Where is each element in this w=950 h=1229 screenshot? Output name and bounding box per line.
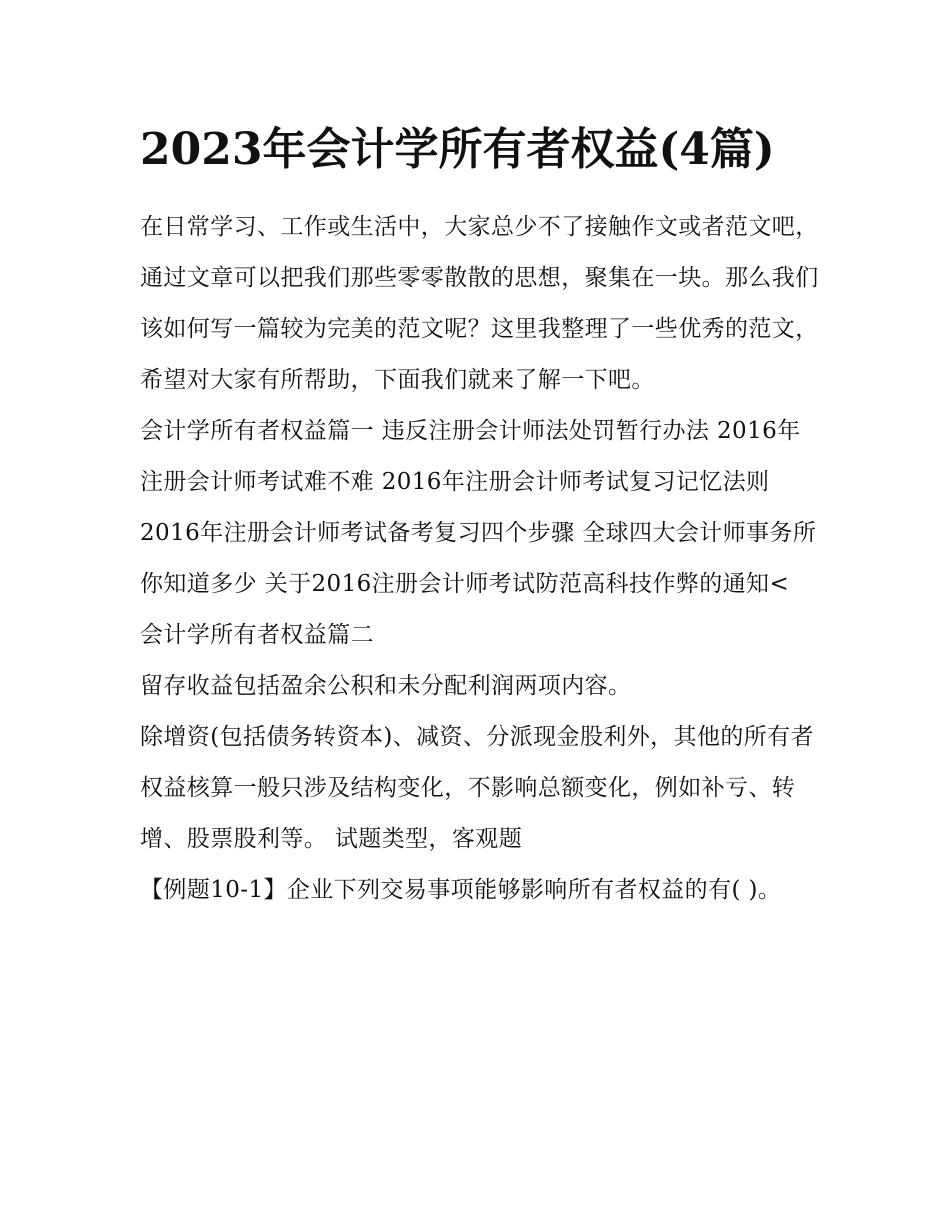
- paragraph-example-question: 【例题10-1】企业下列交易事项能够影响所有者权益的有( )。: [140, 877, 782, 903]
- paragraph-retained-earnings: 留存收益包括盈余公积和未分配利润两项内容。: [140, 673, 632, 699]
- paragraph-equity-changes: 除增资(包括债务转资本)、减资、分派现金股利外，其他的所有者权益核算一般只涉及结构变化，不影响总额变化，例如补亏、转增、股票股利等。 试题类型，客观题: [140, 724, 814, 852]
- paragraph-intro: 在日常学习、工作或生活中，大家总少不了接触作文或者范文吧，通过文章可以把我们那些零零散散的思想，聚集在一块。那么我们该如何写一篇较为完美的范文呢？这里我整理了一些优秀的范文，希望对大家有所帮助，下面我们就来了解一下吧。: [140, 214, 819, 393]
- paragraph-exam-steps: 2016年注册会计师考试备考复习四个步骤 全球四大会计师事务所你知道多少 关于2016注册会计师考试防范高科技作弊的通知< 会计学所有者权益篇二: [140, 520, 817, 648]
- document-body: [140, 112, 820, 916]
- document-title: 2023年会计学所有者权益(4篇): [140, 124, 775, 175]
- paragraph-section-one: 会计学所有者权益篇一 违反注册会计师法处罚暂行办法 2016年注册会计师考试难不难 2016年注册会计师考试复习记忆法则: [140, 418, 801, 495]
